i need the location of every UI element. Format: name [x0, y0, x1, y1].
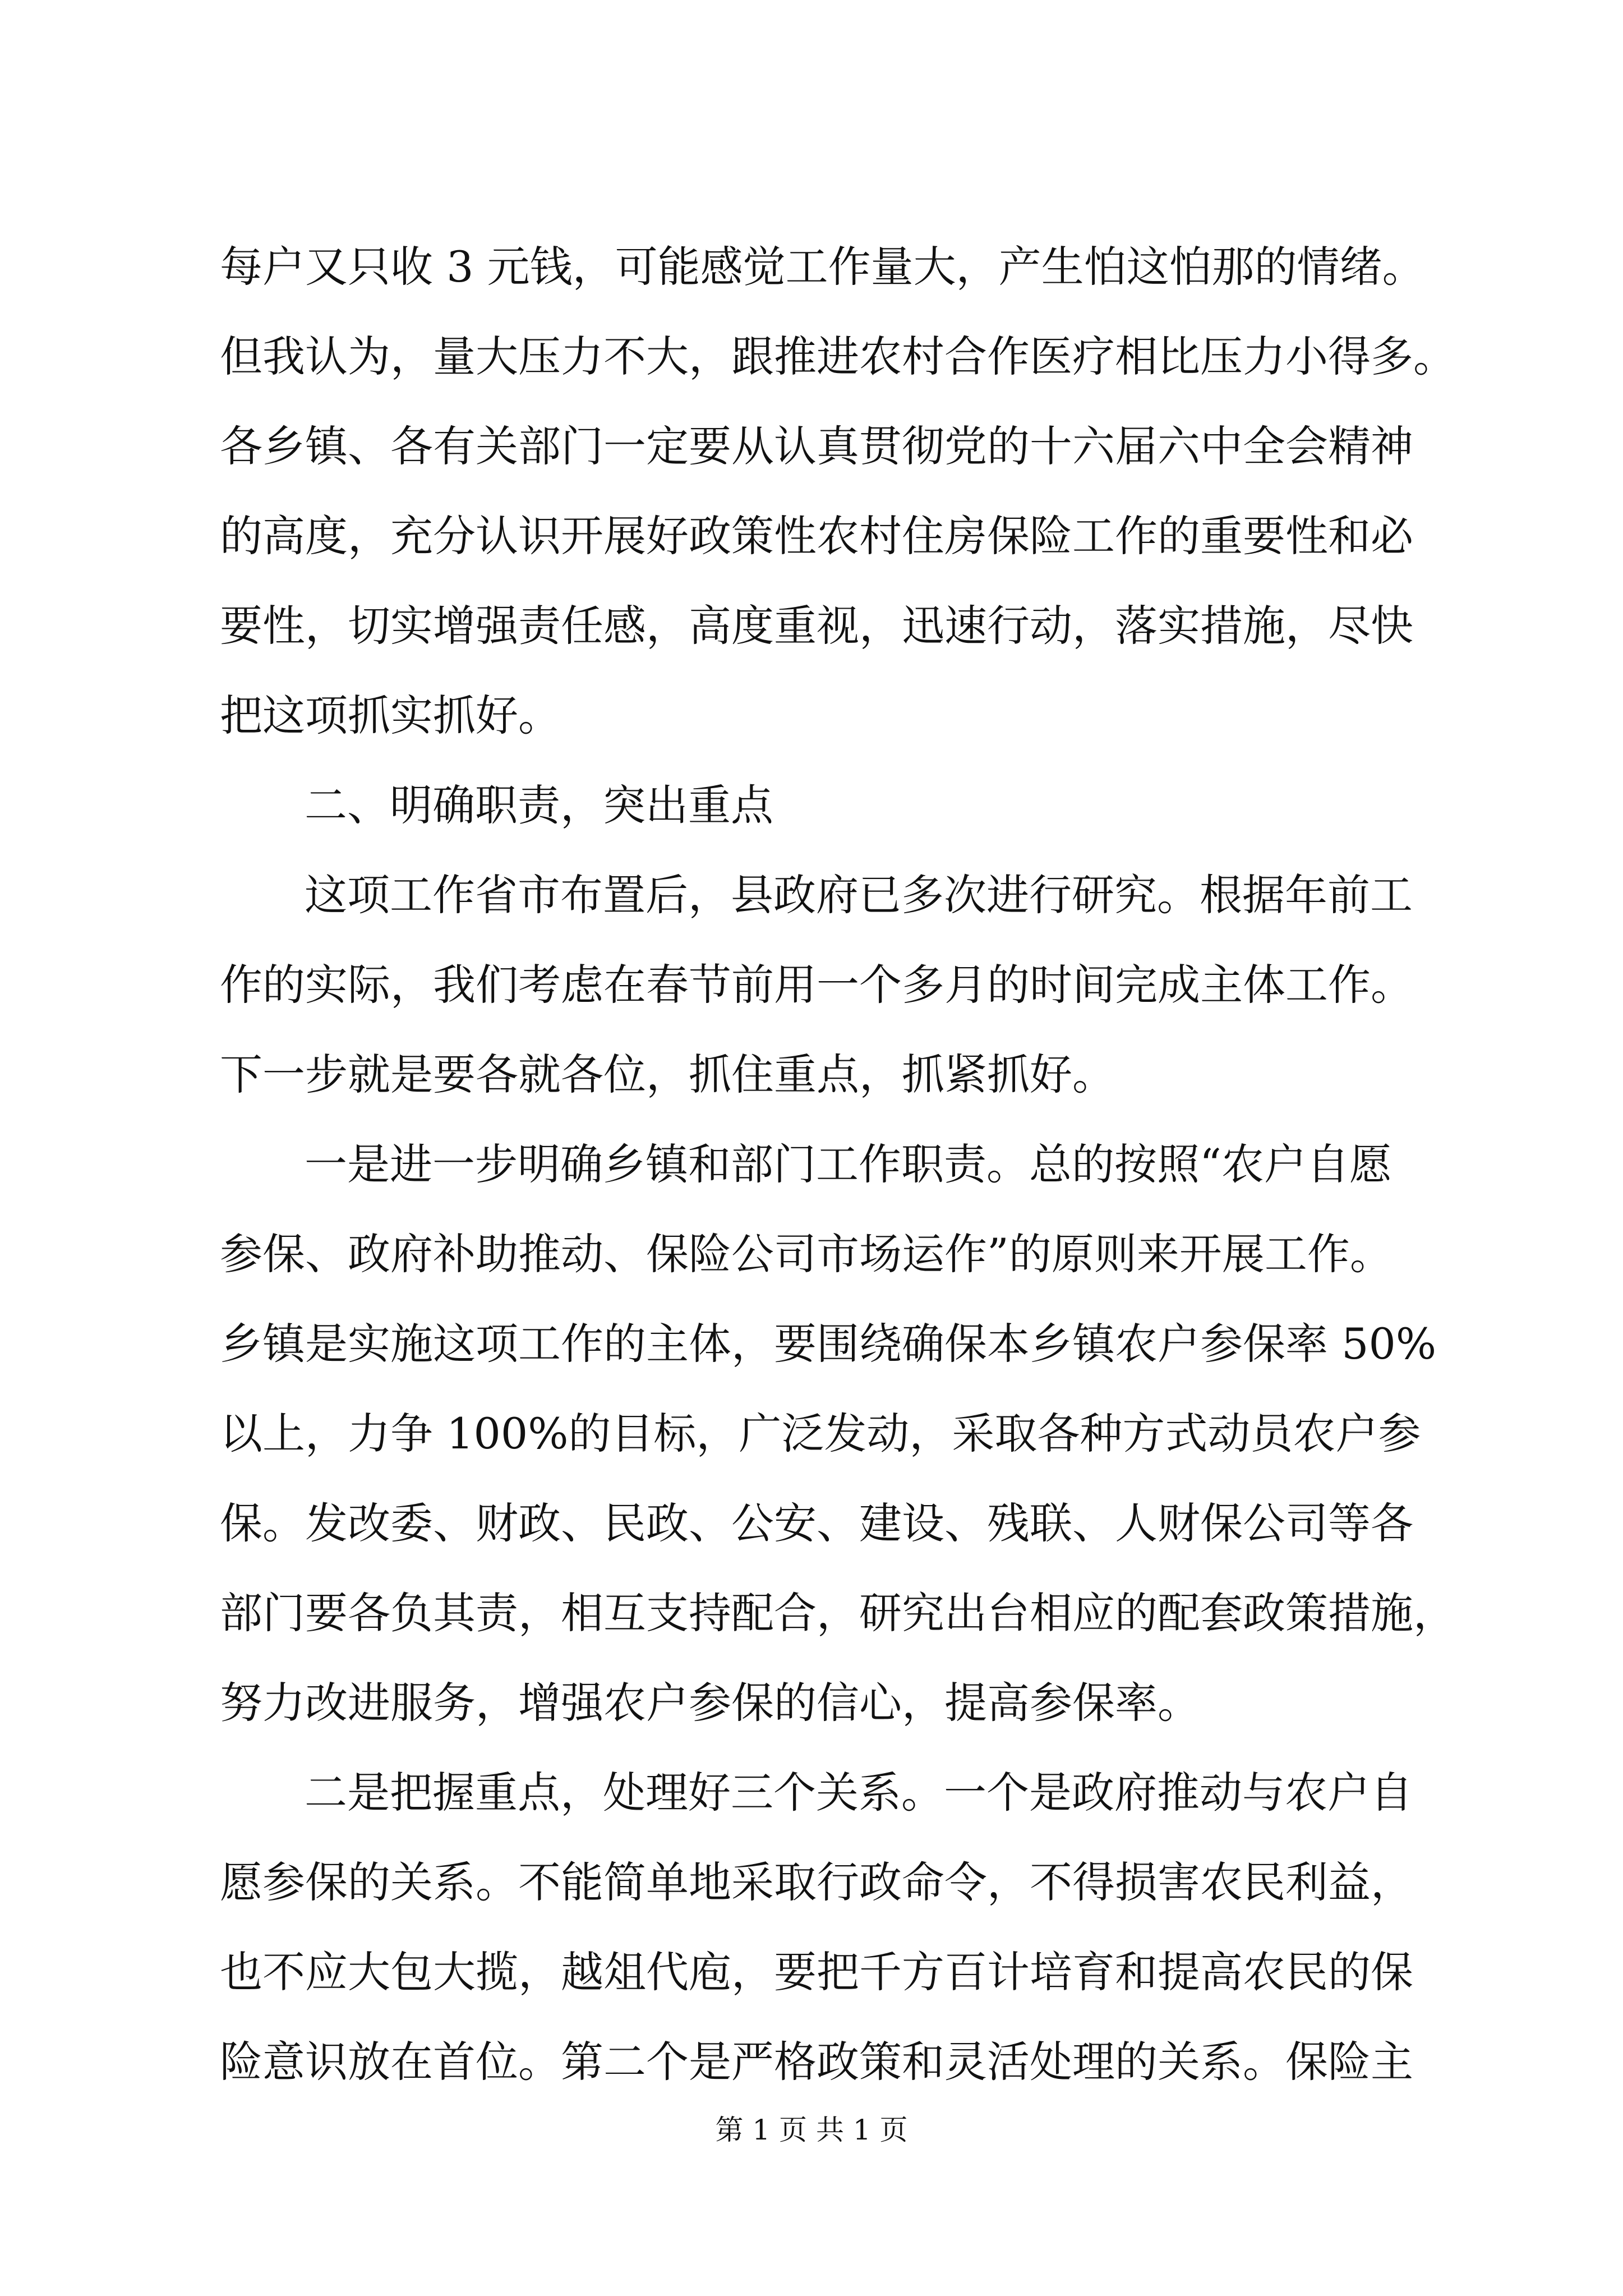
text-line: 的高度，充分认识开展好政策性农村住房保险工作的重要性和必: [220, 511, 1413, 561]
text-line: 努力改进服务，增强农户参保的信心，提高参保率。: [220, 1678, 1200, 1728]
text-line: 二是把握重点，处理好三个关系。一个是政府推动与农户自: [305, 1768, 1413, 1818]
text-line: 下一步就是要各就各位，抓住重点，抓紧抓好。: [220, 1050, 1115, 1099]
text-line: 作的实际，我们考虑在春节前用一个多月的时间完成主体工作。: [220, 960, 1413, 1010]
text-line: 要性，切实增强责任感，高度重视，迅速行动，落实措施，尽快: [220, 601, 1413, 651]
text-line: 愿参保的关系。不能简单地采取行政命令，不得损害农民利益，: [220, 1857, 1413, 1907]
text-line: 这项工作省市布置后，县政府已多次进行研究。根据年前工: [305, 870, 1413, 920]
text-line: 参保、政府补助推动、保险公司市场运作”的原则来开展工作。: [220, 1229, 1393, 1279]
text-line: 部门要各负其责，相互支持配合，研究出台相应的配套政策措施，: [220, 1588, 1456, 1638]
text-line: 把这项抓实抓好。: [220, 691, 561, 740]
text-line: 每户又只收 3 元钱，可能感觉工作量大，产生怕这怕那的情绪。: [220, 242, 1425, 292]
text-line: 一是进一步明确乡镇和部门工作职责。总的按照“农户自愿: [305, 1139, 1392, 1189]
text-line: 保。发改委、财政、民政、公安、建设、残联、人财保公司等各: [220, 1498, 1413, 1548]
text-line: 也不应大包大揽，越俎代庖，要把千方百计培育和提高农民的保: [220, 1947, 1413, 1997]
section-heading: 二、明确职责，突出重点: [305, 780, 773, 830]
text-line: 以上，力争 100%的目标，广泛发动，采取各种方式动员农户参: [220, 1409, 1421, 1458]
text-line: 各乡镇、各有关部门一定要从认真贯彻党的十六届六中全会精神: [220, 421, 1413, 471]
text-line: 险意识放在首位。第二个是严格政策和灵活处理的关系。保险主: [220, 2037, 1413, 2087]
text-line: 但我认为，量大压力不大，跟推进农村合作医疗相比压力小得多。: [220, 332, 1456, 381]
text-line: 乡镇是实施这项工作的主体，要围绕确保本乡镇农户参保率 50%: [220, 1319, 1437, 1369]
page-number-footer: 第 1 页 共 1 页: [715, 2114, 908, 2146]
